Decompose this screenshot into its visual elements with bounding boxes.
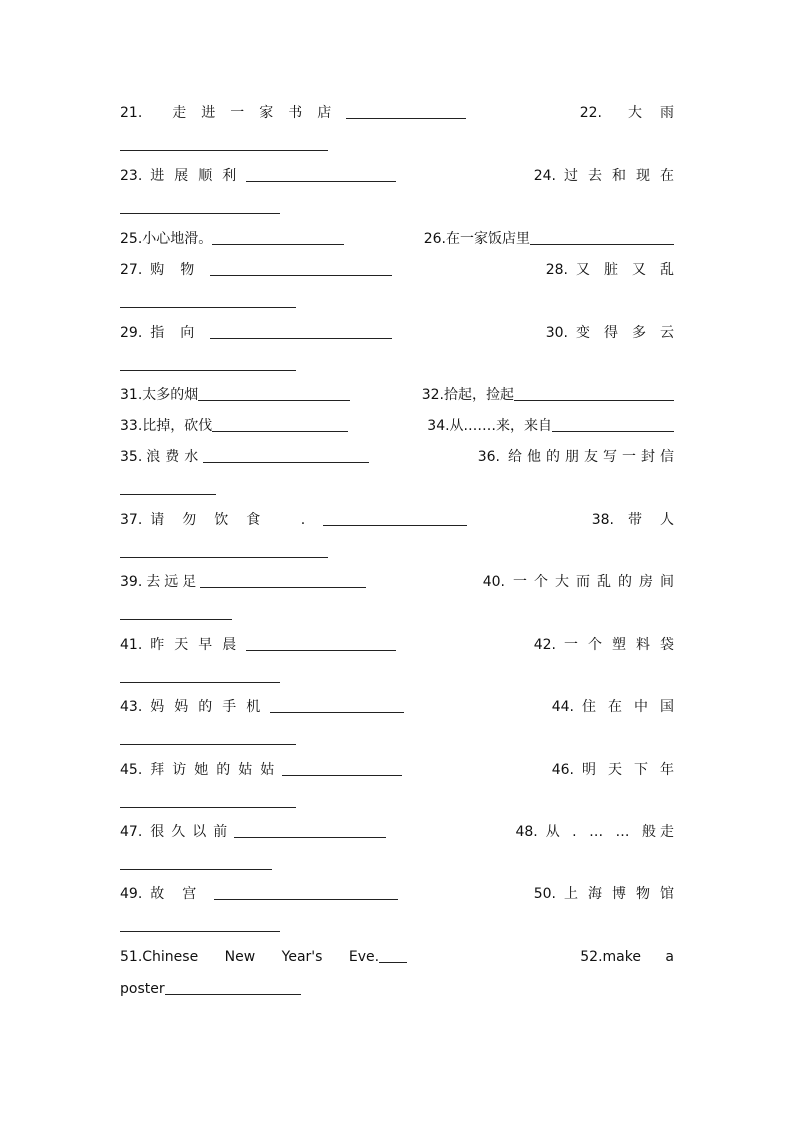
item-text: 变得多云	[576, 325, 688, 341]
exercise-row	[120, 881, 684, 903]
answer-blank[interactable]	[120, 868, 272, 870]
item-number: 43.	[120, 699, 143, 715]
exercise-row-continued	[120, 913, 674, 935]
item-text: make a	[602, 949, 674, 965]
item-number: 45.	[120, 762, 143, 778]
answer-blank[interactable]	[214, 898, 398, 900]
item-number: 33.	[120, 418, 143, 434]
item-text: 太多的烟	[142, 387, 199, 403]
item-text: 从.……来，来自	[449, 418, 552, 434]
item-text: 过去和现在	[564, 168, 684, 184]
exercise-row	[120, 163, 684, 185]
exercise-row	[120, 320, 688, 342]
item-number: 42.	[533, 637, 556, 653]
item-text: 拜访她的姑姑	[150, 762, 283, 778]
item-number: 31.	[120, 387, 143, 403]
item-number: 27.	[120, 262, 143, 278]
item-number: 41.	[120, 637, 143, 653]
item-number: 49.	[120, 886, 143, 902]
exercise-row-continued	[120, 539, 674, 561]
answer-blank[interactable]	[120, 618, 232, 620]
answer-blank[interactable]	[210, 274, 392, 276]
item-text: 妈妈的手机	[150, 699, 271, 715]
exercise-row	[120, 694, 686, 716]
item-text: 住在中国	[582, 699, 686, 715]
item-text: 指向	[150, 325, 211, 341]
exercise-row	[120, 944, 674, 966]
answer-blank[interactable]	[530, 243, 674, 245]
exercise-row	[120, 632, 684, 654]
answer-blank[interactable]	[120, 930, 280, 932]
item-text: 又脏又乱	[576, 262, 688, 278]
answer-blank[interactable]	[270, 711, 404, 713]
answer-blank[interactable]	[246, 649, 396, 651]
item-number: 50.	[533, 886, 556, 902]
answer-blank[interactable]	[120, 212, 280, 214]
exercise-row-continued	[120, 132, 674, 154]
item-text: 故宫	[150, 886, 215, 902]
answer-blank[interactable]	[282, 774, 402, 776]
item-number: 38.	[591, 512, 614, 528]
item-number: 21.	[120, 105, 143, 121]
item-number: 34.	[427, 418, 450, 434]
exercise-row-continued	[120, 476, 674, 498]
item-number: 35.	[120, 449, 143, 465]
exercise-row	[120, 569, 681, 591]
item-number: 25.	[120, 231, 143, 247]
exercise-row-continued	[120, 726, 674, 748]
answer-blank[interactable]	[212, 430, 348, 432]
item-text: 一个塑料袋	[564, 637, 684, 653]
exercise-row	[120, 100, 692, 122]
item-text: 明天下年	[582, 762, 686, 778]
item-text: 带人	[628, 512, 692, 528]
item-text: 浪费水	[146, 449, 204, 465]
item-number: 39.	[120, 574, 143, 590]
item-number: 30.	[545, 325, 568, 341]
answer-blank[interactable]	[120, 806, 296, 808]
answer-blank[interactable]	[234, 836, 386, 838]
item-number: 46.	[551, 762, 574, 778]
item-number: 36.	[477, 449, 500, 465]
answer-blank[interactable]	[203, 461, 369, 463]
answer-blank[interactable]	[379, 961, 407, 963]
answer-blank[interactable]	[198, 399, 350, 401]
exercise-row	[120, 257, 688, 279]
item-text: 小心地滑。	[142, 231, 213, 247]
exercise-row-continued	[120, 789, 674, 811]
item-text: 很久以前	[150, 824, 235, 840]
answer-blank[interactable]	[200, 586, 366, 588]
item-text: Chinese New Year's Eve.	[142, 949, 380, 965]
exercise-row	[120, 382, 674, 404]
item-number: 52.	[580, 949, 603, 965]
exercise-row-continued	[120, 289, 674, 311]
answer-blank[interactable]	[210, 337, 392, 339]
item-number: 32.	[421, 387, 444, 403]
answer-blank[interactable]	[346, 117, 466, 119]
item-number: 48.	[515, 824, 538, 840]
exercise-row-continued	[120, 352, 674, 374]
item-number: 23.	[120, 168, 143, 184]
answer-blank[interactable]	[120, 306, 296, 308]
item-number: 22.	[579, 105, 602, 121]
item-number: 37.	[120, 512, 143, 528]
item-text: 比掉，砍伐	[142, 418, 213, 434]
exercise-row	[120, 413, 674, 435]
answer-blank[interactable]	[120, 149, 328, 151]
exercise-row-continued	[120, 195, 674, 217]
exercise-row	[120, 757, 686, 779]
answer-blank[interactable]	[120, 493, 216, 495]
exercise-row	[120, 507, 692, 529]
item-text: 从 . … … 般走	[545, 824, 678, 840]
exercise-row-continued	[120, 664, 674, 686]
item-text: 在一家饭店里	[446, 231, 530, 247]
answer-blank[interactable]	[212, 243, 344, 245]
answer-blank[interactable]	[120, 556, 328, 558]
item-text: 给他的朋友写一封信	[508, 449, 679, 465]
answer-blank[interactable]	[323, 524, 467, 526]
item-text: 昨天早晨	[150, 637, 247, 653]
exercise-row-continued	[120, 851, 674, 873]
item-text: poster	[120, 981, 165, 997]
item-number: 44.	[551, 699, 574, 715]
answer-blank[interactable]	[165, 993, 301, 995]
answer-blank[interactable]	[120, 369, 296, 371]
item-text: 大雨	[628, 105, 692, 121]
answer-blank[interactable]	[552, 430, 674, 432]
item-number: 24.	[533, 168, 556, 184]
item-text: 购物	[150, 262, 211, 278]
item-number: 28.	[545, 262, 568, 278]
exercise-row	[120, 819, 678, 841]
item-number: 26.	[423, 231, 446, 247]
answer-blank[interactable]	[120, 743, 296, 745]
item-text: 去远足	[146, 574, 201, 590]
answer-blank[interactable]	[246, 180, 396, 182]
exercise-row-continued	[120, 601, 674, 623]
exercise-row	[120, 226, 674, 248]
item-text: 走进一家书店	[172, 105, 347, 121]
item-text: 进展顺利	[150, 168, 247, 184]
exercise-row-continued	[120, 976, 674, 998]
item-text: 请勿饮食 .	[150, 512, 324, 528]
item-text: 上海博物馆	[564, 886, 684, 902]
answer-blank[interactable]	[514, 399, 674, 401]
item-number: 29.	[120, 325, 143, 341]
item-number: 40.	[482, 574, 505, 590]
item-text: 一个大而乱的房间	[513, 574, 681, 590]
item-text: 拾起，捡起	[444, 387, 514, 403]
answer-blank[interactable]	[120, 681, 280, 683]
item-number: 47.	[120, 824, 143, 840]
item-number: 51.	[120, 949, 143, 965]
exercise-row	[120, 444, 679, 466]
